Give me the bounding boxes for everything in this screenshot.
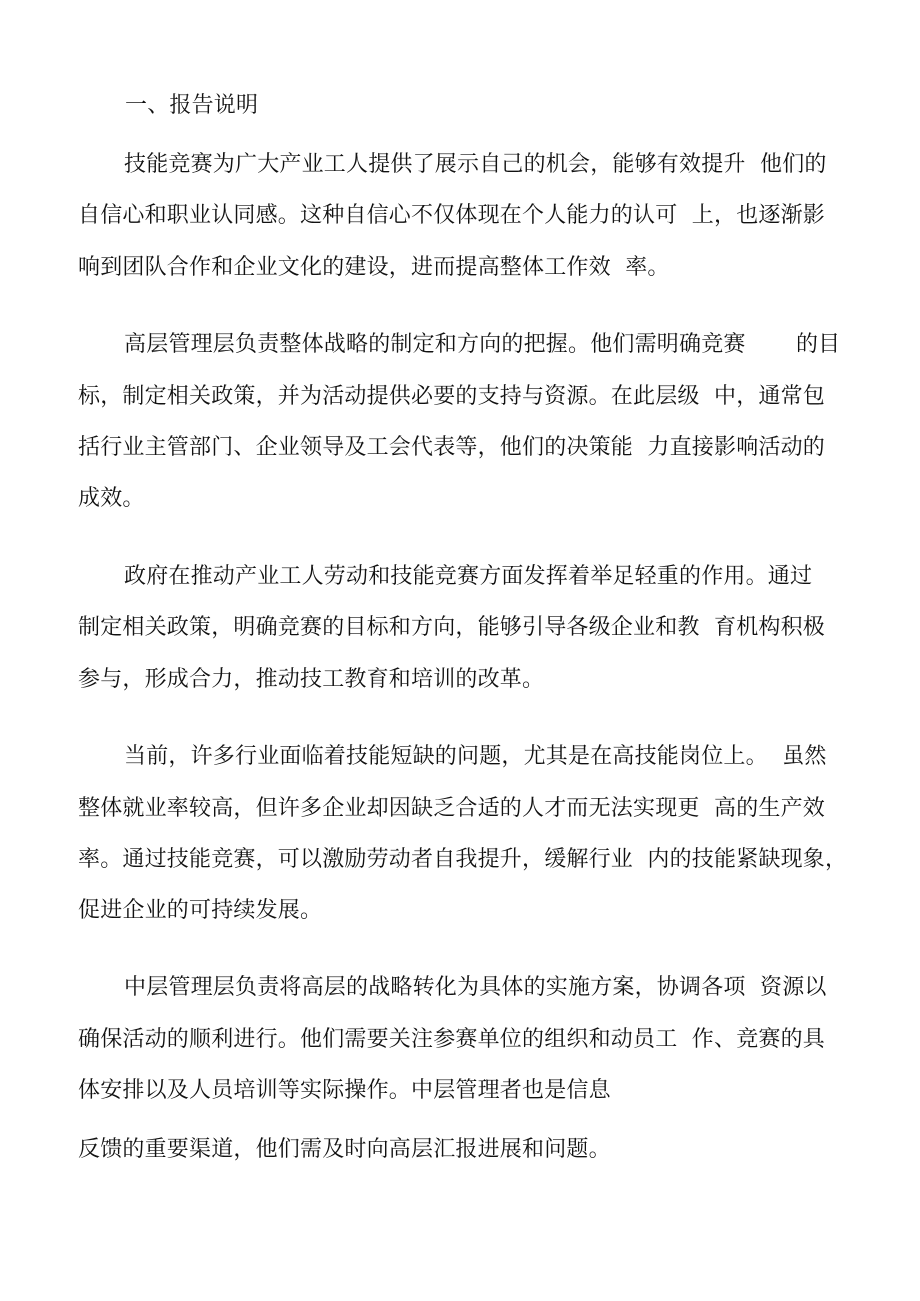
text-line: 促进企业的可持续发展。 [78,898,323,923]
text-line: 括行业主管部门、企业领导及工会代表等，他们的决策能 力直接影响活动的 [78,435,825,460]
text-line: 参与，形成合力，推动技工教育和培训的改革。 [78,667,545,692]
text-line: 体安排以及人员培训等实际操作。中层管理者也是信息 [78,1078,611,1103]
text-line: 政府在推动产业工人劳动和技能竞赛方面发挥着举足轻重的作用。通过 [124,564,813,589]
text-line: 自信心和职业认同感。这种自信心不仅体现在个人能力的认可 上，也逐渐影 [78,203,825,228]
text-line: 整体就业率较高，但许多企业却因缺乏合适的人才而无法实现更 高的生产效 [78,796,825,821]
text-line: 高层管理层负责整体战略的制定和方向的把握。他们需明确竞赛 的目 [124,332,841,357]
text-line: 当前，许多行业面临着技能短缺的问题，尤其是在高技能岗位上。 虽然 [124,744,827,769]
text-line: 反馈的重要渠道，他们需及时向高层汇报进展和问题。 [78,1137,611,1162]
text-line: 制定相关政策，明确竞赛的目标和方向，能够引导各级企业和教 育机构积极 [78,615,825,640]
text-line: 标，制定相关政策，并为活动提供必要的支持与资源。在此层级 中，通常包 [78,384,825,409]
text-line: 成效。 [78,486,145,511]
text-line: 率。通过技能竞赛，可以激励劳动者自我提升，缓解行业 内的技能紧缺现象， [78,847,848,872]
text-line: 响到团队合作和企业文化的建设，进而提高整体工作效 率。 [78,255,670,280]
text-line: 确保活动的顺利进行。他们需要关注参赛单位的组织和动员工 作、竞赛的具 [78,1027,825,1052]
section-heading: 一、报告说明 [125,93,259,118]
text-line: 技能竞赛为广大产业工人提供了展示自己的机会，能够有效提升 他们的 [124,152,827,177]
text-line: 中层管理层负责将高层的战略转化为具体的实施方案，协调各项 资源以 [124,975,827,1000]
